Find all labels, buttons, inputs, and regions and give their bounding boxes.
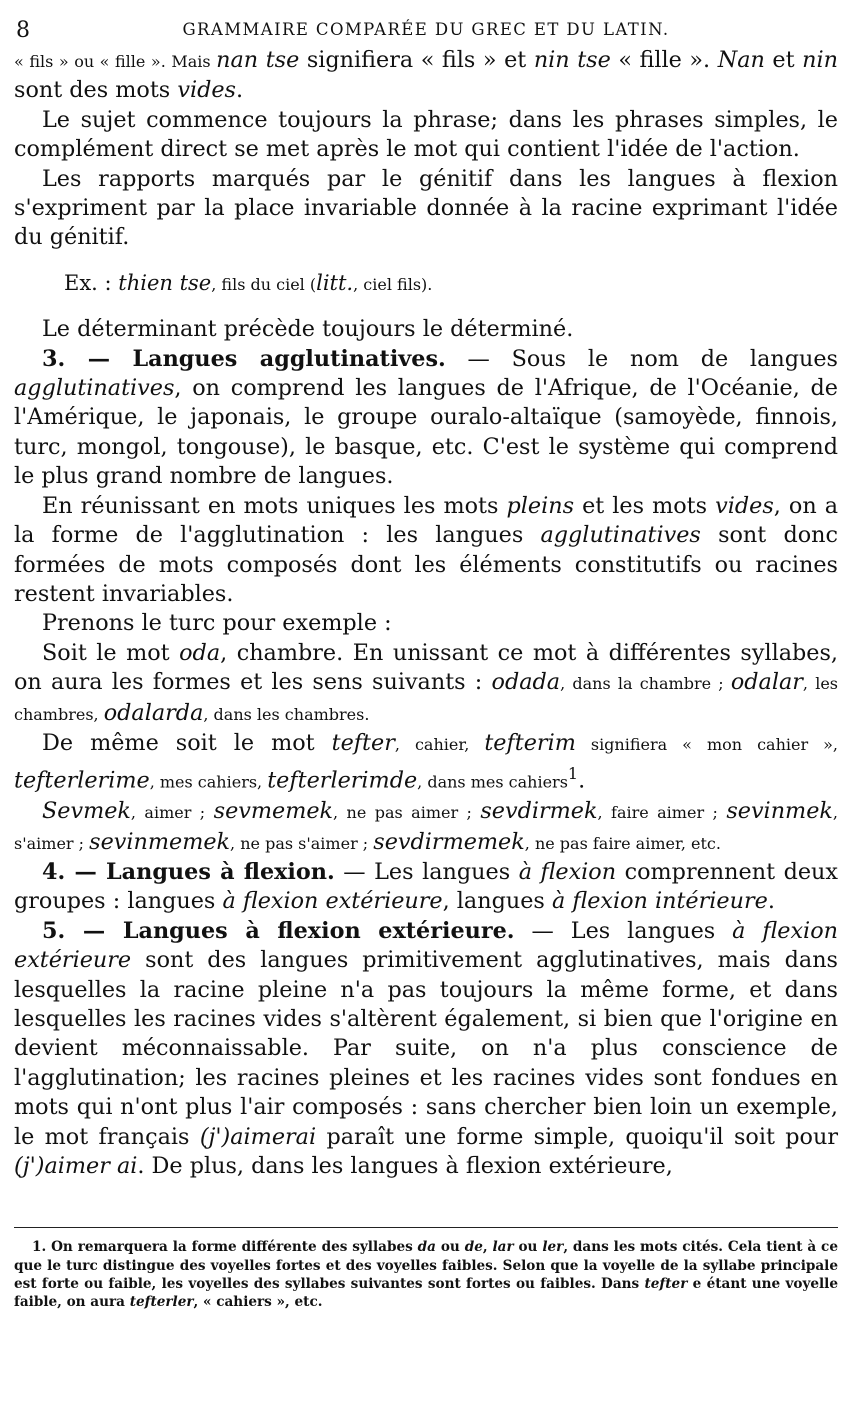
footnote-marker: 1 xyxy=(567,764,579,784)
section-flexion-exterieure: 5. — Langues à flexion extérieure. — Les langues à flexion extérieure sont des langues primitivement agglutinatives, mais dans lesquelles la racine pleine n'a pas toujours la même forme, et dans lesquelles les racines vides s'altèrent également, si bien que l'origine en devient méconnaissable. Par suite, on n'a plus conscience de l'agglutination; les racines pleines et les racines vides sont fondues en mots qui n'ont plus l'air composés : sans chercher bien loin un exemple, le mot français (j')aimerai paraît une forme simple, quoiqu'il soit pour (j')aimer ai. De plus, dans les langues à flexion extérieure, xyxy=(14,917,838,1180)
paragraph-continuation: « fils » ou « fille ». Mais nan tse signifiera « fils » et nin tse « fille ». Nan et nin sont des mots vides. xyxy=(14,47,838,104)
paragraph-oda: Soit le mot oda, chambre. En unissant ce mot à différentes syllabes, on aura les formes et les sens suivants : odada, dans la chambre ; odalar, les chambres, odalarda, dans les chambres. xyxy=(14,639,839,726)
footnote: 1. On remarquera la forme différente des syllabes da ou de, lar ou ler, dans les mots cités. Cela tient à ce que le turc distingue des voyelles fortes et des voyelles faibles. Selon que la voyelle de la syllabe principale est forte ou faible, les voyelles des syllabes suivantes sont fortes ou faibles. Dans tefter e étant une voyelle faible, on aura tefterler, « cahiers », etc. xyxy=(14,1239,838,1311)
section-heading-3: 3. — Langues agglutinatives. xyxy=(42,345,446,372)
section-flexion: 4. — Langues à flexion. — Les langues à flexion comprennent deux groupes : langues à flexion extérieure, langues à flexion intérieure. xyxy=(14,858,838,915)
paragraph-genitive: Les rapports marqués par le génitif dans les langues à flexion s'expriment par la place invariable donnée à la racine exprimant l'idée du génitif. xyxy=(14,165,838,251)
paragraph-agglutination: En réunissant en mots uniques les mots pleins et les mots vides, on a la forme de l'agglutination : les langues agglutinatives sont donc formées de mots composés dont les éléments constitutifs ou racines restent invariables. xyxy=(14,492,839,607)
page-header xyxy=(14,0,838,46)
book-page xyxy=(14,0,838,1311)
section-heading-5: 5. — Langues à flexion extérieure. xyxy=(42,917,515,944)
paragraph-sevmek: Sevmek, aimer ; sevmemek, ne pas aimer ; sevdirmek, faire aimer ; sevinmek, s'aimer ; sevinmemek, ne pas s'aimer ; sevdirmemek, ne pas faire aimer, etc. xyxy=(14,798,838,855)
section-agglutinative: 3. — Langues agglutinatives. — Sous le nom de langues agglutinatives, on comprend les langues de l'Afrique, de l'Océanie, de l'Amérique, le japonais, le groupe ouralo-altaïque (samoyède, finnois, turc, mongol, tongouse), le basque, etc. C'est le système qui comprend le plus grand nombre de langues. xyxy=(14,345,838,490)
running-title: GRAMMAIRE COMPARÉE DU GREC ET DU LATIN. xyxy=(182,20,670,39)
footnote-divider xyxy=(14,1227,838,1228)
example-line: Ex. : thien tse, fils du ciel (litt., ciel fils). xyxy=(64,270,433,295)
paragraph-turkish-example: Prenons le turc pour exemple : xyxy=(42,610,392,637)
paragraph-determinant: Le déterminant précède toujours le déterminé. xyxy=(42,316,574,343)
paragraph-tefter: De même soit le mot tefter, cahier, tefterim signifiera « mon cahier », tefterlerime, mes cahiers, tefterlerimde, dans mes cahiers$^1$. xyxy=(14,729,839,794)
page-number: 8 xyxy=(16,18,30,43)
paragraph-subject: Le sujet commence toujours la phrase; dans les phrases simples, le complément direct se met après le mot qui contient l'idée de l'action. xyxy=(14,106,838,163)
section-heading-4: 4. — Langues à flexion. xyxy=(42,858,335,885)
